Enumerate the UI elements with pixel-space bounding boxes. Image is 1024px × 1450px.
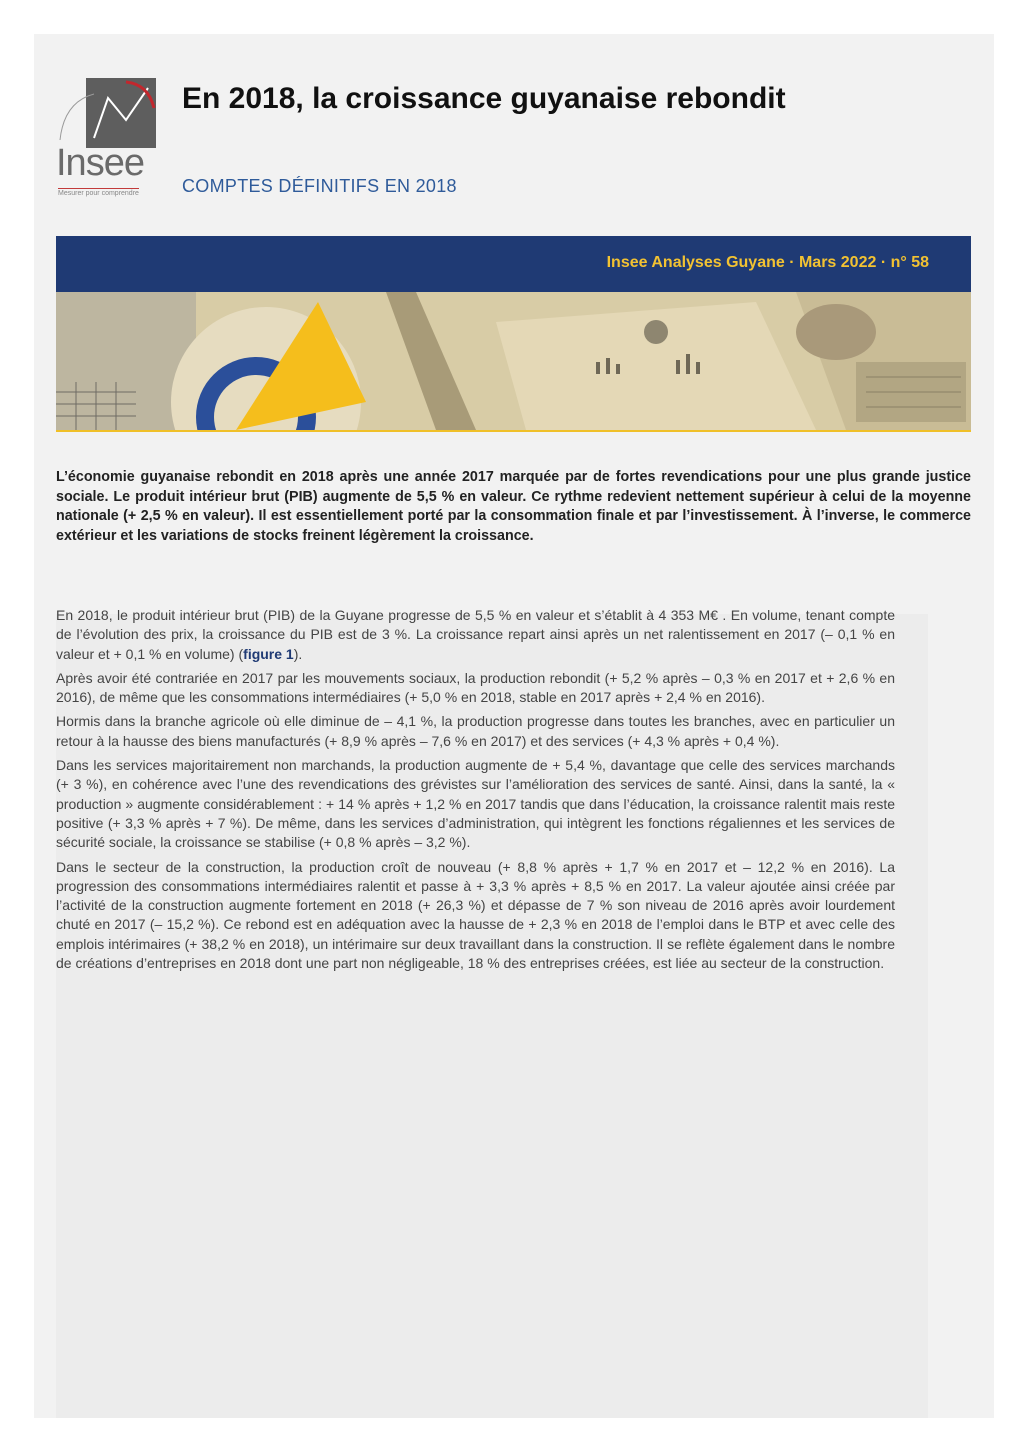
page-title: En 2018, la croissance guyanaise rebondit: [182, 82, 786, 115]
body-paragraph-1: [56, 606, 895, 664]
page-subtitle: COMPTES DÉFINITIFS EN 2018: [182, 176, 457, 196]
publication-banner: [56, 236, 971, 292]
hero-illustration: [56, 292, 971, 432]
body-paragraph-2: Après avoir été contrariée en 2017 par les mouvements sociaux, la production rebondit (+ 5,2 % après – 0,3 % en 2017 et + 2,6 % en 2016), de même que les consommations intermédiaires (+ 5,0 % en 2018, stable en 2017 après + 2,4 % en 2016).: [56, 669, 895, 706]
article-body: [56, 606, 895, 978]
abstract-paragraph: L’économie guyanaise rebondit en 2018 après une année 2017 marquée par de fortes revendications pour une plus grande justice sociale. Le produit intérieur brut (PIB) augmente de 5,5 % en valeur. Ce rythme redevient nettement supérieur à celui de la moyenne nationale (+ 2,5 % en valeur). Il est essentiellement porté par la consommation finale et par l’investissement. À l’inverse, le commerce extérieur et les variations de stocks freinent légèrement la croissance.: [56, 469, 971, 544]
document-page: [34, 34, 994, 1418]
body-paragraph-3: Hormis dans la branche agricole où elle diminue de – 4,1 %, la production progresse dans toutes les branches, avec en particulier un retour à la hausse des biens manufacturés (+ 8,9 % après – 7,6 % en 2017) et des services (+ 4,3 % après + 0,4 %).: [56, 713, 895, 749]
insee-logo: [56, 78, 160, 200]
logo-wordmark: Insee: [56, 142, 144, 184]
figure-1-link[interactable]: figure 1: [243, 645, 294, 662]
body-paragraph-4: Dans les services majoritairement non marchands, la production augmente de + 5,4 %, davantage que celle des services marchands (+ 3 %), en cohérence avec l’une des revendications des grévistes sur l’amélioration des services de santé. Ainsi, dans la santé, la « production » augmente considérablement : + 14 % après + 1,2 % en 2017 tandis que dans l’éducation, la croissance ralentit mais reste positive (+ 3,3 % après + 7 %). De même, dans les services d’administration, qui intègrent les fonctions régaliennes et les services de sécurité sociale, la croissance se stabilise (+ 0,8 % après – 3,2 %).: [56, 757, 895, 851]
body-paragraph-1-end: ).: [293, 645, 303, 662]
logo-emblem-icon: [86, 78, 156, 148]
body-paragraph-5: Dans le secteur de la construction, la production croît de nouveau (+ 8,8 % après + 1,7 % en 2017 et – 12,2 % en 2016). La progression des consommations intermédiaires ralentit et passe à + 3,3 % après + 8,5 % en 2017. La valeur ajoutée ainsi créée par l’activité de la construction augmente fortement en 2018 (+ 26,3 %) et dépasse de 7 % son niveau de 2016 après avoir lourdement chuté en 2017 (– 15,2 %). Ce rebond est en adéquation avec la hausse de + 2,3 % en 2018 de l’emploi dans le BTP et avec celle des emplois intérimaires (+ 38,2 % en 2018), un intérimaire sur deux travaillant dans la construction. Il se reflète également dans le nombre de créations d’entreprises en 2018 dont une part non négligeable, 18 % des entreprises créées, est liée au secteur de la construction.: [56, 858, 895, 972]
logo-tagline: Mesurer pour comprendre: [58, 190, 139, 197]
body-paragraph-1-text: En 2018, le produit intérieur brut (PIB) de la Guyane progresse de 5,5 % en valeur et s’établit à 4 353 M€ . En volume, tenant compte de l’évolution des prix, la croissance du PIB est de 3 %. La croissance repart ainsi après un net ralentissement en 2017 (– 0,1 % en valeur et + 0,1 % en volume) (: [56, 607, 895, 662]
publication-reference: Insee Analyses Guyane · Mars 2022 · n° 58: [606, 254, 929, 271]
